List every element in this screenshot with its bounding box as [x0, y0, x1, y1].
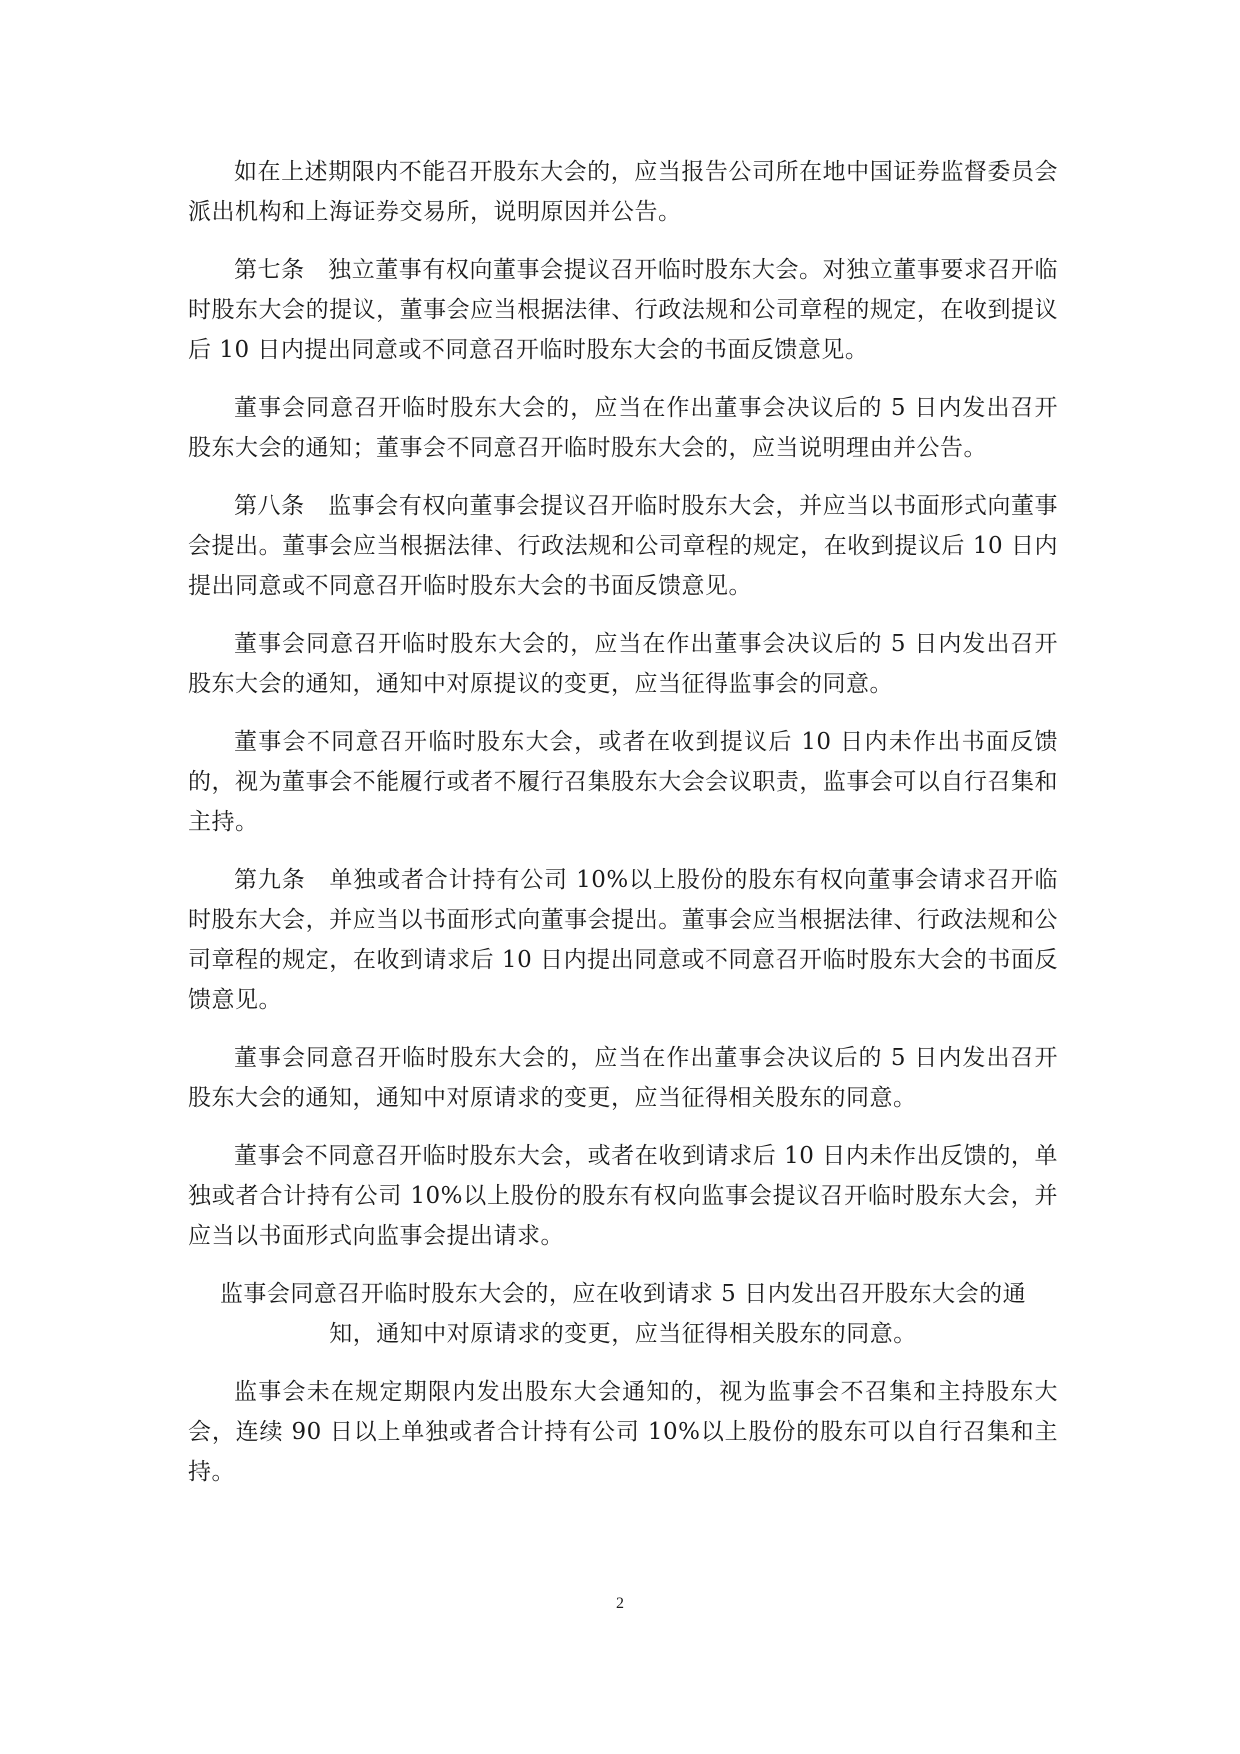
paragraph-article-9: 第九条 单独或者合计持有公司 10%以上股份的股东有权向董事会请求召开临时股东大会，并应当以书面形式向董事会提出。董事会应当根据法律、行政法规和公司章程的规定，在收到请求后 10 日内提出同意或不同意召开临时股东大会的书面反馈意见。 [188, 867, 1058, 1013]
paragraph-9: 董事会不同意召开临时股东大会，或者在收到请求后 10 日内未作出反馈的，单独或者合计持有公司 10%以上股份的股东有权向监事会提议召开临时股东大会，并应当以书面形式向监事会提出请求。 [188, 1143, 1058, 1249]
paragraph-8: 董事会同意召开临时股东大会的，应当在作出董事会决议后的 5 日内发出召开股东大会的通知，通知中对原请求的变更，应当征得相关股东的同意。 [188, 1045, 1058, 1111]
paragraph-6: 董事会不同意召开临时股东大会，或者在收到提议后 10 日内未作出书面反馈的，视为董事会不能履行或者不履行召集股东大会会议职责，监事会可以自行召集和主持。 [188, 729, 1058, 835]
paragraph-3: 董事会同意召开临时股东大会的，应当在作出董事会决议后的 5 日内发出召开股东大会的通知；董事会不同意召开临时股东大会的，应当说明理由并公告。 [188, 395, 1058, 461]
paragraph-5: 董事会同意召开临时股东大会的，应当在作出董事会决议后的 5 日内发出召开股东大会的通知，通知中对原提议的变更，应当征得监事会的同意。 [188, 631, 1058, 697]
document-body [188, 152, 1058, 1510]
paragraph-article-7: 第七条 独立董事有权向董事会提议召开临时股东大会。对独立董事要求召开临时股东大会的提议，董事会应当根据法律、行政法规和公司章程的规定，在收到提议后 10 日内提出同意或不同意召开临时股东大会的书面反馈意见。 [188, 257, 1058, 363]
paragraph-1: 如在上述期限内不能召开股东大会的，应当报告公司所在地中国证券监督委员会派出机构和上海证券交易所，说明原因并公告。 [188, 159, 1058, 225]
paragraph-article-8: 第八条 监事会有权向董事会提议召开临时股东大会，并应当以书面形式向董事会提出。董事会应当根据法律、行政法规和公司章程的规定，在收到提议后 10 日内提出同意或不同意召开临时股东大会的书面反馈意见。 [188, 493, 1058, 599]
page-number: 2 [616, 1595, 624, 1612]
paragraph-10: 监事会同意召开临时股东大会的，应在收到请求 5 日内发出召开股东大会的通知，通知中对原请求的变更，应当征得相关股东的同意。 [219, 1281, 1027, 1347]
paragraph-11: 监事会未在规定期限内发出股东大会通知的，视为监事会不召集和主持股东大会，连续 90 日以上单独或者合计持有公司 10%以上股份的股东可以自行召集和主持。 [188, 1379, 1058, 1485]
